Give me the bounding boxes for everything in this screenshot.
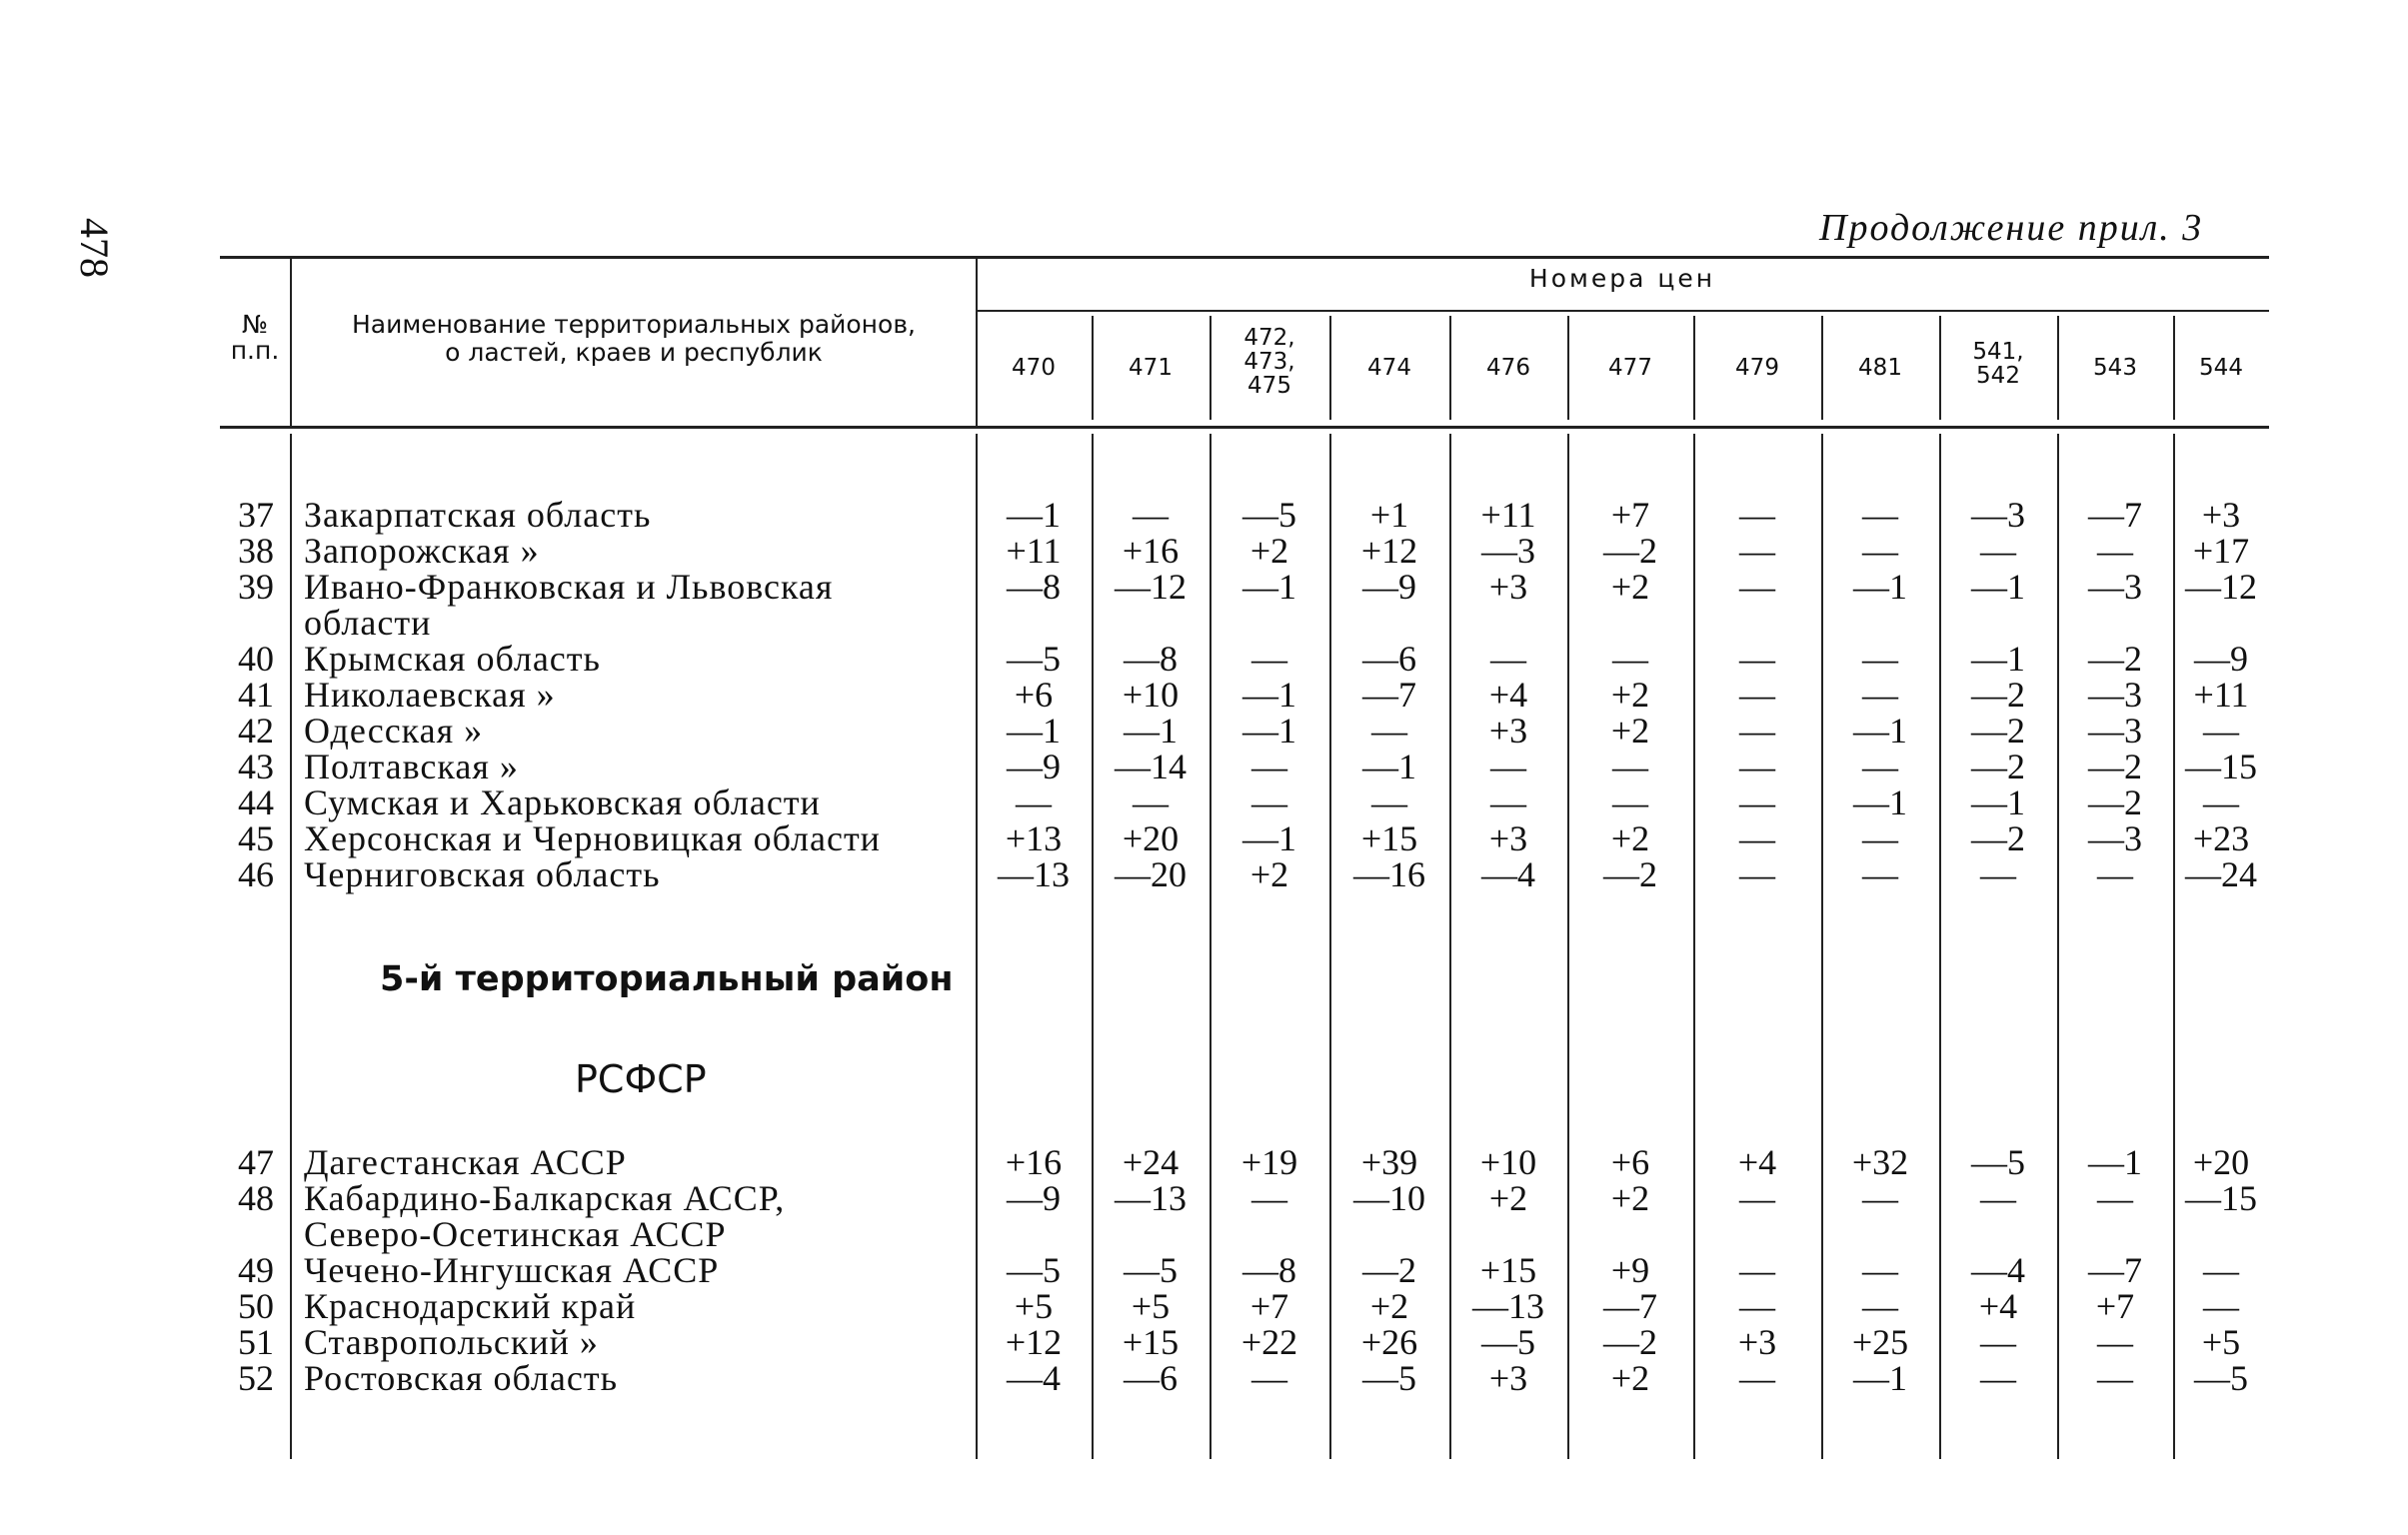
header-separator-price (1939, 316, 1941, 420)
price-cell: +7 (1249, 1286, 1289, 1326)
row-name-continued: Северо-Осетинская АССР (304, 1214, 727, 1254)
price-cell: — (2203, 711, 2239, 751)
price-cell: —2 (1603, 854, 1657, 894)
price-cell: +5 (2201, 1322, 2241, 1362)
price-cell: —8 (1124, 639, 1178, 679)
price-cell: — (1739, 1286, 1775, 1326)
price-cell: —7 (1603, 1286, 1657, 1326)
price-cell: — (1862, 1286, 1898, 1326)
price-cell: +12 (1005, 1322, 1063, 1362)
price-cell: —5 (1971, 1142, 2025, 1182)
price-cell: —5 (1007, 639, 1061, 679)
price-cell: — (1490, 782, 1526, 822)
row-number: 37 (238, 495, 274, 535)
price-cell: —2 (1971, 711, 2025, 751)
header-separator-price (1329, 316, 1331, 420)
row-name: Чечено-Ингушская АССР (304, 1250, 720, 1290)
price-cell: +3 (1488, 567, 1528, 607)
price-cell: — (1862, 818, 1898, 858)
price-cell: —3 (2088, 818, 2142, 858)
column-separator-number (290, 434, 292, 1459)
row-number: 51 (238, 1322, 274, 1362)
price-cell: +22 (1240, 1322, 1298, 1362)
row-number: 41 (238, 675, 274, 715)
price-cell: — (1739, 711, 1775, 751)
header-name-line1: Наименование территориальных районов, (351, 310, 917, 339)
row-number: 45 (238, 818, 274, 858)
price-cell: — (1980, 1322, 2016, 1362)
header-separator-price (1693, 316, 1695, 420)
row-name: Сумская и Харьковская области (304, 782, 821, 822)
price-cell: —1 (1124, 711, 1178, 751)
price-cell: — (1980, 1178, 2016, 1218)
header-price-9: 543 (2093, 355, 2137, 381)
price-cell: — (1612, 639, 1648, 679)
header-price-7: 481 (1858, 355, 1902, 381)
price-cell: —1 (1242, 675, 1296, 715)
price-cell: +2 (1249, 854, 1289, 894)
price-cell: —5 (1242, 495, 1296, 535)
header-price-1: 471 (1129, 355, 1173, 381)
price-cell: +4 (1737, 1142, 1777, 1182)
header-price-8: 541, 542 (1972, 339, 2024, 390)
price-cell: —1 (1971, 639, 2025, 679)
price-cell: — (1016, 782, 1052, 822)
price-cell: — (1862, 639, 1898, 679)
price-cell: —13 (1115, 1178, 1187, 1218)
price-cell: +3 (2201, 495, 2241, 535)
price-cell: — (1862, 675, 1898, 715)
price-cell: +20 (1122, 818, 1180, 858)
price-cell: — (1980, 854, 2016, 894)
row-name: Краснодарский край (304, 1286, 637, 1326)
price-cell: +5 (1131, 1286, 1171, 1326)
price-cell: —3 (2088, 567, 2142, 607)
row-number: 46 (238, 854, 274, 894)
price-cell: — (1739, 675, 1775, 715)
header-separator-price (2173, 316, 2175, 420)
price-cell: —15 (2185, 747, 2257, 786)
price-cell: —13 (998, 854, 1070, 894)
price-cell: —13 (1472, 1286, 1544, 1326)
price-cell: —5 (2194, 1358, 2248, 1398)
price-cell: —8 (1007, 567, 1061, 607)
price-cell: — (2203, 1286, 2239, 1326)
table-top-rule (220, 256, 2269, 259)
price-cell: +2 (1610, 818, 1650, 858)
price-cell: +10 (1122, 675, 1180, 715)
header-separator-price (2057, 316, 2059, 420)
row-number: 42 (238, 711, 274, 751)
price-cell: +2 (1610, 675, 1650, 715)
row-number: 50 (238, 1286, 274, 1326)
header-name-line2: о ластей, краев и республик (445, 338, 823, 367)
price-cell: —8 (1242, 1250, 1296, 1290)
price-cell: +10 (1479, 1142, 1537, 1182)
row-name: Ивано-Франковская и Львовская (304, 567, 834, 607)
row-name: Дагестанская АССР (304, 1142, 627, 1182)
price-cell: — (1739, 639, 1775, 679)
header-price-3: 474 (1367, 355, 1411, 381)
price-cell: — (1133, 495, 1169, 535)
price-cell: — (2097, 854, 2133, 894)
price-cell: +15 (1360, 818, 1418, 858)
row-name: Кабардино-Балкарская АССР, (304, 1178, 786, 1218)
row-name: Ставропольский » (304, 1322, 599, 1362)
price-cell: +20 (2192, 1142, 2250, 1182)
row-number: 49 (238, 1250, 274, 1290)
price-cell: — (2097, 1322, 2133, 1362)
price-cell: — (1862, 1178, 1898, 1218)
price-cell: —1 (1362, 747, 1416, 786)
page-number: 478 (72, 218, 117, 278)
price-cell: —5 (1124, 1250, 1178, 1290)
price-cell: +2 (1610, 711, 1650, 751)
price-cell: — (1980, 531, 2016, 571)
price-cell: — (1739, 1178, 1775, 1218)
header-separator-number (290, 256, 292, 426)
price-cell: —15 (2185, 1178, 2257, 1218)
price-cell: —7 (2088, 495, 2142, 535)
price-cell: — (2097, 1358, 2133, 1398)
row-number: 40 (238, 639, 274, 679)
price-cell: —6 (1124, 1358, 1178, 1398)
price-cell: — (1739, 782, 1775, 822)
continuation-label: Продолжение прил. 3 (1819, 207, 2204, 249)
price-cell: +7 (1610, 495, 1650, 535)
price-cell: —1 (1242, 818, 1296, 858)
price-cell: +2 (1488, 1178, 1528, 1218)
row-number: 52 (238, 1358, 274, 1398)
price-cell: — (1739, 1358, 1775, 1398)
price-cell: —24 (2185, 854, 2257, 894)
price-cell: — (1739, 567, 1775, 607)
price-cell: +2 (1610, 1178, 1650, 1218)
price-cell: — (1739, 531, 1775, 571)
price-cell: —1 (2088, 1142, 2142, 1182)
header-price-6: 479 (1735, 355, 1779, 381)
price-cell: — (1739, 495, 1775, 535)
price-cell: — (1251, 1358, 1287, 1398)
price-cell: — (1490, 639, 1526, 679)
price-cell: —2 (1971, 747, 2025, 786)
price-cell: —1 (1242, 711, 1296, 751)
price-cell: +2 (1610, 1358, 1650, 1398)
price-cell: —9 (2194, 639, 2248, 679)
price-cell: —2 (2088, 747, 2142, 786)
price-cell: —1 (1971, 782, 2025, 822)
price-cell: — (1612, 747, 1648, 786)
row-number: 48 (238, 1178, 274, 1218)
price-cell: +6 (1610, 1142, 1650, 1182)
price-cell: +11 (1006, 531, 1062, 571)
price-cell: —1 (1853, 1358, 1907, 1398)
price-cell: —6 (1362, 639, 1416, 679)
row-number: 43 (238, 747, 274, 786)
row-name: Закарпатская область (304, 495, 652, 535)
row-name: Запорожская » (304, 531, 540, 571)
price-cell: — (1739, 854, 1775, 894)
price-cell: +3 (1737, 1322, 1777, 1362)
price-cell: —9 (1007, 747, 1061, 786)
price-cell: +3 (1488, 818, 1528, 858)
price-cell: +12 (1360, 531, 1418, 571)
price-cell: —5 (1362, 1358, 1416, 1398)
row-name: Полтавская » (304, 747, 519, 786)
price-cell: — (1980, 1358, 2016, 1398)
price-cell: +9 (1610, 1250, 1650, 1290)
header-price-2: 472, 473, 475 (1243, 325, 1295, 400)
price-cell: — (1490, 747, 1526, 786)
price-cell: — (1739, 1250, 1775, 1290)
price-cell: +19 (1240, 1142, 1298, 1182)
header-prices-group: Номера цен (1528, 264, 1716, 293)
price-cell: +15 (1479, 1250, 1537, 1290)
row-name: Крымская область (304, 639, 601, 679)
price-cell: +16 (1005, 1142, 1063, 1182)
price-cell: —2 (1971, 818, 2025, 858)
price-cell: —4 (1971, 1250, 2025, 1290)
price-cell: +11 (2193, 675, 2249, 715)
price-cell: —20 (1115, 854, 1187, 894)
price-cell: —5 (1007, 1250, 1061, 1290)
price-cell: —1 (1007, 711, 1061, 751)
price-cell: —9 (1007, 1178, 1061, 1218)
price-cell: +16 (1122, 531, 1180, 571)
price-cell: +13 (1005, 818, 1063, 858)
price-cell: — (2097, 1178, 2133, 1218)
price-cell: —3 (1481, 531, 1535, 571)
price-cell: +39 (1360, 1142, 1418, 1182)
price-cell: +1 (1369, 495, 1409, 535)
row-name-continued: области (304, 603, 432, 643)
price-cell: — (1371, 782, 1407, 822)
price-cell: —2 (1971, 675, 2025, 715)
price-cell: +26 (1360, 1322, 1418, 1362)
price-cell: —1 (1007, 495, 1061, 535)
section-title: 5-й территориальный район (380, 959, 954, 999)
price-cell: —3 (2088, 711, 2142, 751)
price-cell: — (1862, 531, 1898, 571)
price-cell: +4 (1488, 675, 1528, 715)
price-cell: +2 (1249, 531, 1289, 571)
price-cell: —2 (1603, 531, 1657, 571)
prices-group-rule (976, 310, 2269, 312)
row-number: 44 (238, 782, 274, 822)
price-cell: —7 (2088, 1250, 2142, 1290)
price-cell: — (2203, 1250, 2239, 1290)
price-cell: —12 (2185, 567, 2257, 607)
header-price-0: 470 (1012, 355, 1056, 381)
price-cell: —14 (1115, 747, 1187, 786)
price-cell: +32 (1851, 1142, 1909, 1182)
price-cell: — (1862, 1250, 1898, 1290)
header-separator-price (1449, 316, 1451, 420)
price-cell: —1 (1853, 782, 1907, 822)
price-cell: —1 (1853, 711, 1907, 751)
row-name: Одесская » (304, 711, 484, 751)
header-price-10: 544 (2199, 355, 2243, 381)
row-number: 38 (238, 531, 274, 571)
row-name: Черниговская область (304, 854, 661, 894)
price-cell: —5 (1481, 1322, 1535, 1362)
price-cell: —4 (1481, 854, 1535, 894)
price-cell: +3 (1488, 711, 1528, 751)
price-cell: — (2203, 782, 2239, 822)
price-cell: — (1862, 854, 1898, 894)
header-bottom-rule (220, 426, 2269, 429)
header-separator-price (1567, 316, 1569, 420)
header-separator-price (1209, 316, 1211, 420)
price-cell: — (2097, 531, 2133, 571)
price-cell: +4 (1978, 1286, 2018, 1326)
price-cell: +2 (1610, 567, 1650, 607)
price-cell: —3 (2088, 675, 2142, 715)
price-cell: — (1251, 639, 1287, 679)
price-cell: —1 (1971, 567, 2025, 607)
price-cell: +23 (2192, 818, 2250, 858)
header-separator-price (1092, 316, 1094, 420)
price-cell: — (1251, 747, 1287, 786)
price-cell: — (1371, 711, 1407, 751)
price-cell: +6 (1014, 675, 1054, 715)
price-cell: —2 (1362, 1250, 1416, 1290)
price-cell: —9 (1362, 567, 1416, 607)
price-cell: —4 (1007, 1358, 1061, 1398)
price-cell: — (1251, 782, 1287, 822)
price-cell: +2 (1369, 1286, 1409, 1326)
row-number: 47 (238, 1142, 274, 1182)
row-name: Ростовская область (304, 1358, 618, 1398)
price-cell: +25 (1851, 1322, 1909, 1362)
price-cell: — (1739, 747, 1775, 786)
price-cell: — (1739, 818, 1775, 858)
section-subtitle: РСФСР (575, 1057, 707, 1101)
price-cell: +11 (1480, 495, 1536, 535)
row-name: Николаевская » (304, 675, 556, 715)
header-separator-name (976, 256, 978, 426)
price-cell: —1 (1242, 567, 1296, 607)
header-price-5: 477 (1608, 355, 1652, 381)
price-cell: +24 (1122, 1142, 1180, 1182)
price-cell: —16 (1353, 854, 1425, 894)
price-cell: +7 (2095, 1286, 2135, 1326)
row-number: 39 (238, 567, 274, 607)
price-cell: —1 (1853, 567, 1907, 607)
header-number: № п.п. (230, 310, 280, 366)
price-cell: — (1862, 747, 1898, 786)
price-cell: —2 (2088, 639, 2142, 679)
price-cell: +3 (1488, 1358, 1528, 1398)
price-cell: — (1862, 495, 1898, 535)
row-name: Херсонская и Черновицкая области (304, 818, 881, 858)
price-cell: —7 (1362, 675, 1416, 715)
price-cell: —10 (1353, 1178, 1425, 1218)
price-cell: —3 (1971, 495, 2025, 535)
price-cell: +17 (2192, 531, 2250, 571)
price-cell: — (1612, 782, 1648, 822)
price-cell: — (1251, 1178, 1287, 1218)
price-cell: +15 (1122, 1322, 1180, 1362)
price-cell: —2 (1603, 1322, 1657, 1362)
price-cell: +5 (1014, 1286, 1054, 1326)
price-cell: —2 (2088, 782, 2142, 822)
header-separator-price (1821, 316, 1823, 420)
header-price-4: 476 (1486, 355, 1530, 381)
price-cell: — (1133, 782, 1169, 822)
price-cell: —12 (1115, 567, 1187, 607)
